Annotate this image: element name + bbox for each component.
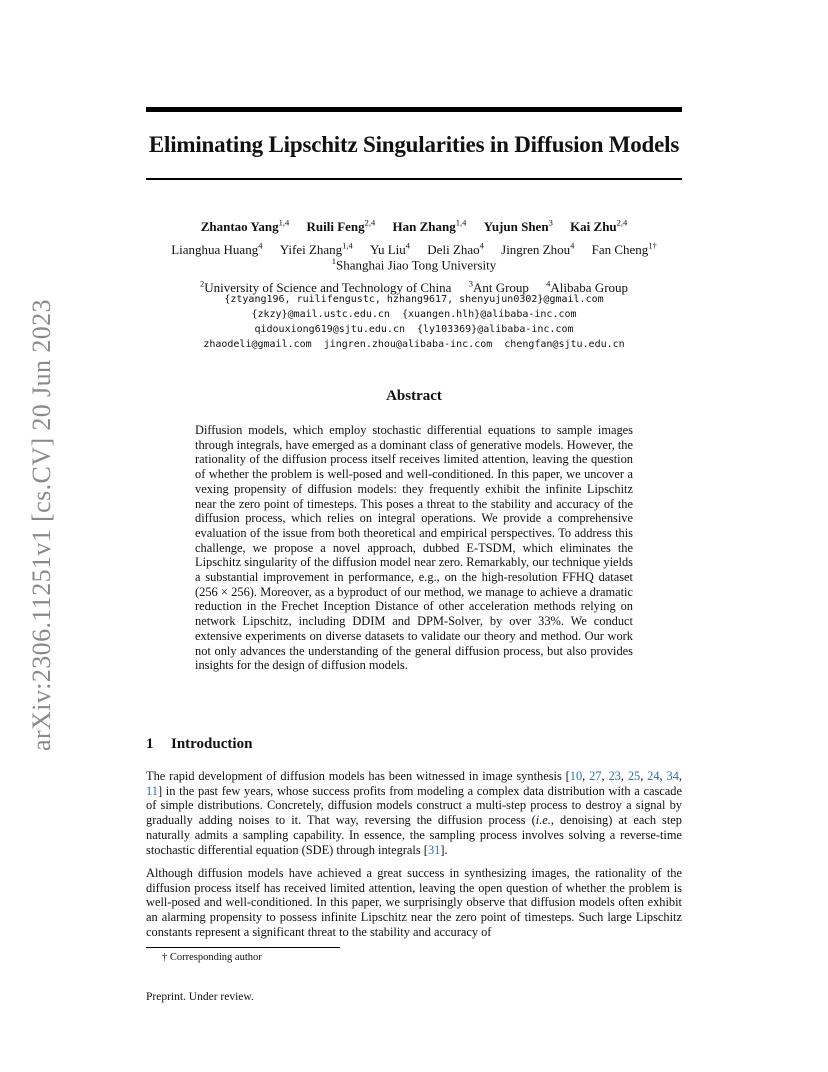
email-address[interactable]: jingren.zhou@alibaba-inc.com [323, 339, 493, 350]
section-number: 1 [146, 736, 154, 752]
footnote-rule [146, 947, 340, 948]
author: Lianghua Huang$^4$ [171, 240, 263, 257]
section-heading-introduction [146, 736, 252, 753]
affiliation: $^2$University of Science and Technology of China [199, 278, 452, 295]
email-address[interactable]: {xuangen.hlh}@alibaba-inc.com [401, 309, 577, 320]
citation-link[interactable]: 31 [427, 842, 441, 857]
affiliation: $^4$Alibaba Group [546, 278, 629, 295]
author: Yujun Shen$^3$ [483, 218, 553, 235]
citation-link[interactable]: 11 [146, 783, 158, 798]
affiliation-line-1: $^1$Shanghai Jiao Tong University [331, 256, 497, 273]
author-row-1 [146, 214, 682, 236]
email-address[interactable]: {ztyang196, ruilifengustc, hzhang9617, shenyujun0302}@gmail.com [224, 294, 604, 305]
email-address[interactable]: zhaodeli@gmail.com [203, 339, 312, 350]
author: Jingren Zhou$^4$ [501, 240, 575, 257]
email-block [146, 292, 682, 352]
email-line [146, 337, 682, 352]
author: Yifei Zhang$^{1,4}$ [279, 240, 353, 257]
title-bottom-rule [146, 178, 682, 180]
footnote-corresponding-author: † Corresponding author [162, 952, 262, 963]
email-address[interactable]: chengfan@sjtu.edu.cn [504, 339, 625, 350]
citation-link[interactable]: 27 [589, 769, 602, 783]
author: Han Zhang$^{1,4}$ [392, 218, 467, 235]
email-address[interactable]: {ly103369}@alibaba-inc.com [416, 324, 574, 335]
email-address[interactable]: qidouxiong619@sjtu.edu.cn [254, 324, 405, 335]
paper-title: Eliminating Lipschitz Singularities in Diffusion Models [148, 132, 680, 157]
email-line [146, 292, 682, 307]
author: Zhantao Yang$^{1,4}$ [200, 218, 290, 235]
author: Ruili Feng$^{2,4}$ [306, 218, 376, 235]
citation-link[interactable]: 23 [608, 769, 621, 783]
author: Fan Cheng$^{1\dagger}$ [591, 240, 657, 257]
email-line [146, 307, 682, 322]
author: Deli Zhao$^4$ [427, 240, 484, 257]
author: Yu Liu$^4$ [370, 240, 411, 257]
abstract-heading: Abstract [386, 388, 442, 404]
citation-link[interactable]: 34 [666, 769, 679, 783]
citation-link[interactable]: 10 [569, 769, 583, 783]
arxiv-identifier[interactable]: arXiv:2306.11251v1 [cs.CV] 20 Jun 2023 [27, 299, 56, 751]
affiliation-block [146, 252, 682, 297]
abstract-text: Diffusion models, which employ stochastic differential equations to sample images through integrals, have emerged as a dominant class of generative models. However, the rationality of the diffusion process itself receives limited attention, leaving the question of whether the problem is well-posed and well-conditioned. In this paper, we uncover a vexing propensity of diffusion models: they frequently exhibit the infinite Lipschitz near the zero point of timesteps. This poses a threat to the stability and accuracy of the diffusion process, which relies on integral operations. We provide a comprehensive evaluation of the issue from both theoretical and empirical perspectives. To address this challenge, we propose a novel approach, dubbed E-TSDM, which eliminates the Lipschitz singularity of the diffusion model near zero. Remarkably, our technique yields a substantial improvement in performance, e.g., on the high-resolution FFHQ dataset (256 × 256). Moreover, as a byproduct of our method, we manage to achieve a dramatic reduction in the Frechet Inception Distance of other acceleration methods relying on network Lipschitz, including DDIM and DPM-Solver, by over 33%. We conduct extensive experiments on diverse datasets to validate our theory and method. Our work not only advances the understanding of the general diffusion process, but also provides insights for the design of diffusion models. [195, 423, 633, 673]
section-title: Introduction [171, 736, 253, 752]
title-top-rule [146, 107, 682, 112]
preprint-notice: Preprint. Under review. [146, 991, 254, 1003]
author: Kai Zhu$^{2,4}$ [570, 218, 628, 235]
email-address[interactable]: {zkzy}@mail.ustc.edu.cn [251, 309, 390, 320]
email-line [146, 322, 682, 337]
introduction-paragraph-1: The rapid development of diffusion models has been witnessed in image synthesis [10, 27, 23, 25, 24, 34, 11] in the past few years, whose success profits from modeling a complex data distribution with a cascade of simple distributions. Concretely, diffusion models construct a multi-step process to destroy a signal by gradually adding noises to it. That way, reversing the diffusion process (i.e., denoising) at each step naturally admits a sampling capability. In essence, the sampling process involves solving a reverse-time stochastic differential equation (SDE) through integrals [31]. [146, 769, 682, 857]
affiliation: $^3$Ant Group [468, 278, 529, 295]
citation-link[interactable]: 25 [627, 769, 641, 783]
introduction-paragraph-2: Although diffusion models have achieved a great success in synthesizing images, the rationality of the diffusion process itself has received limited attention, leaving the open question of whether the problem is well-posed and well-conditioned. In this paper, we surprisingly observe that diffusion models often exhibit an alarming propensity to possess infinite Lipschitz near the zero point of timesteps. Such large Lipschitz constants represent a significant threat to the stability and accuracy of [146, 866, 682, 939]
citation-link[interactable]: 24 [647, 769, 660, 783]
